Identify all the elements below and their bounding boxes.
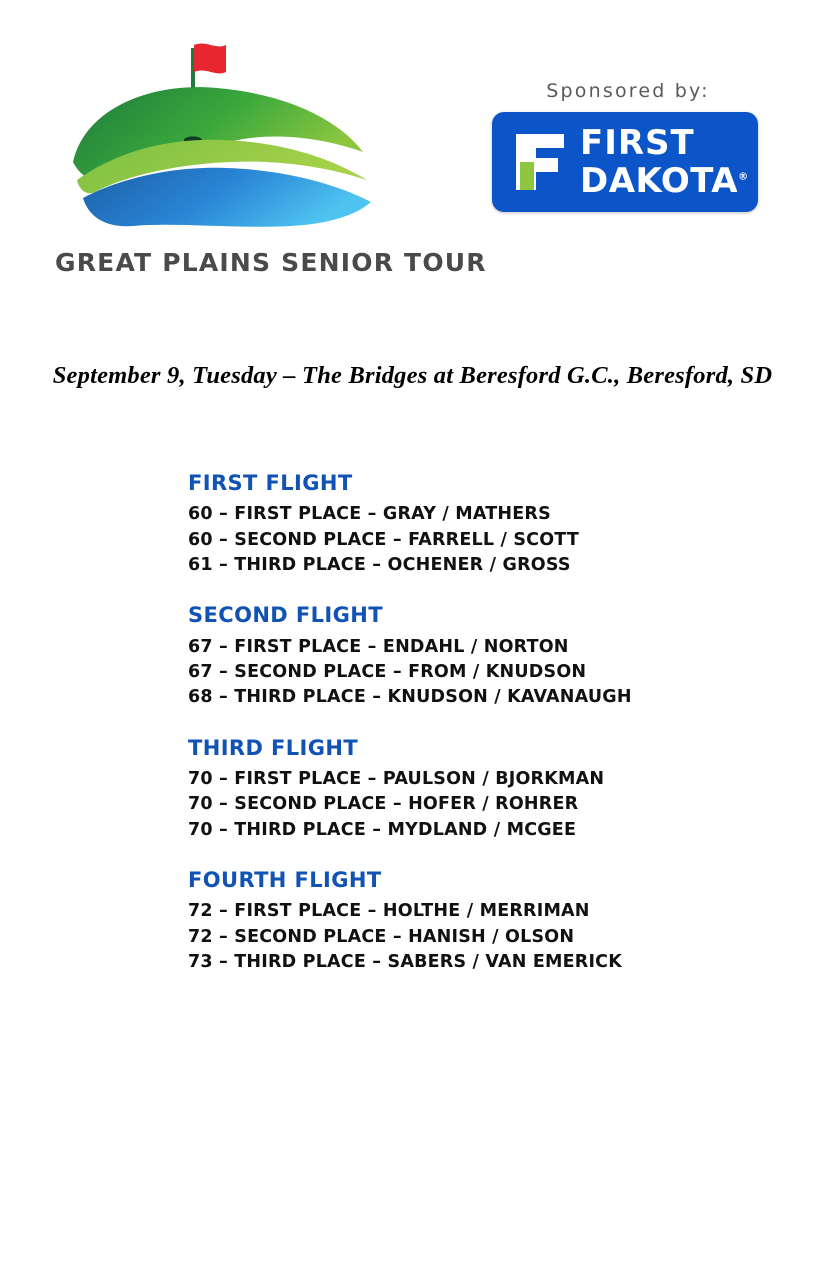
first-dakota-name xyxy=(580,123,749,201)
result-row: 60 – SECOND PLACE – FARRELL / SCOTT xyxy=(188,529,579,550)
result-row: 70 – FIRST PLACE – PAULSON / BJORKMAN xyxy=(188,769,605,789)
result-row: 60 – FIRST PLACE – GRAY / MATHERS xyxy=(188,504,551,525)
first-dakota-name-line2: DAKOTA xyxy=(580,161,739,201)
flight-section xyxy=(188,470,788,578)
result-row: 70 – SECOND PLACE – HOFER / ROHRER xyxy=(188,794,579,815)
sponsor-block xyxy=(492,80,764,212)
first-dakota-name-line1: FIRST xyxy=(580,123,695,163)
flight-title: SECOND FLIGHT xyxy=(188,603,383,628)
golf-green-flag-logo xyxy=(55,30,385,230)
result-row: 70 – THIRD PLACE – MYDLAND / MCGEE xyxy=(188,819,577,840)
event-title: September 9, Tuesday – The Bridges at Beresford G.C., Beresford, SD xyxy=(52,362,773,389)
flight-title: THIRD FLIGHT xyxy=(188,735,359,760)
result-row: 61 – THIRD PLACE – OCHENER / GROSS xyxy=(188,555,571,575)
flight-title: FOURTH FLIGHT xyxy=(188,868,382,893)
registered-trademark-mark: ® xyxy=(738,171,749,183)
tour-logo xyxy=(55,30,487,280)
sponsored-by-label: Sponsored by: xyxy=(546,80,710,102)
flight-section xyxy=(188,867,788,975)
first-dakota-logo xyxy=(492,112,758,212)
page-header xyxy=(0,0,825,300)
flight-section xyxy=(188,735,788,843)
tour-logo-wordmark: GREAT PLAINS SENIOR TOUR xyxy=(55,248,487,277)
first-dakota-mark-icon xyxy=(514,132,566,192)
results-list xyxy=(188,470,788,976)
result-row: 67 – SECOND PLACE – FROM / KNUDSON xyxy=(188,662,587,682)
flight-title: FIRST FLIGHT xyxy=(188,471,353,495)
result-row: 72 – FIRST PLACE – HOLTHE / MERRIMAN xyxy=(188,901,590,922)
flight-section xyxy=(188,602,788,710)
result-row: 73 – THIRD PLACE – SABERS / VAN EMERICK xyxy=(188,952,622,973)
result-row: 72 – SECOND PLACE – HANISH / OLSON xyxy=(188,926,575,947)
result-row: 67 – FIRST PLACE – ENDAHL / NORTON xyxy=(188,636,569,657)
result-row: 68 – THIRD PLACE – KNUDSON / KAVANAUGH xyxy=(188,687,632,708)
